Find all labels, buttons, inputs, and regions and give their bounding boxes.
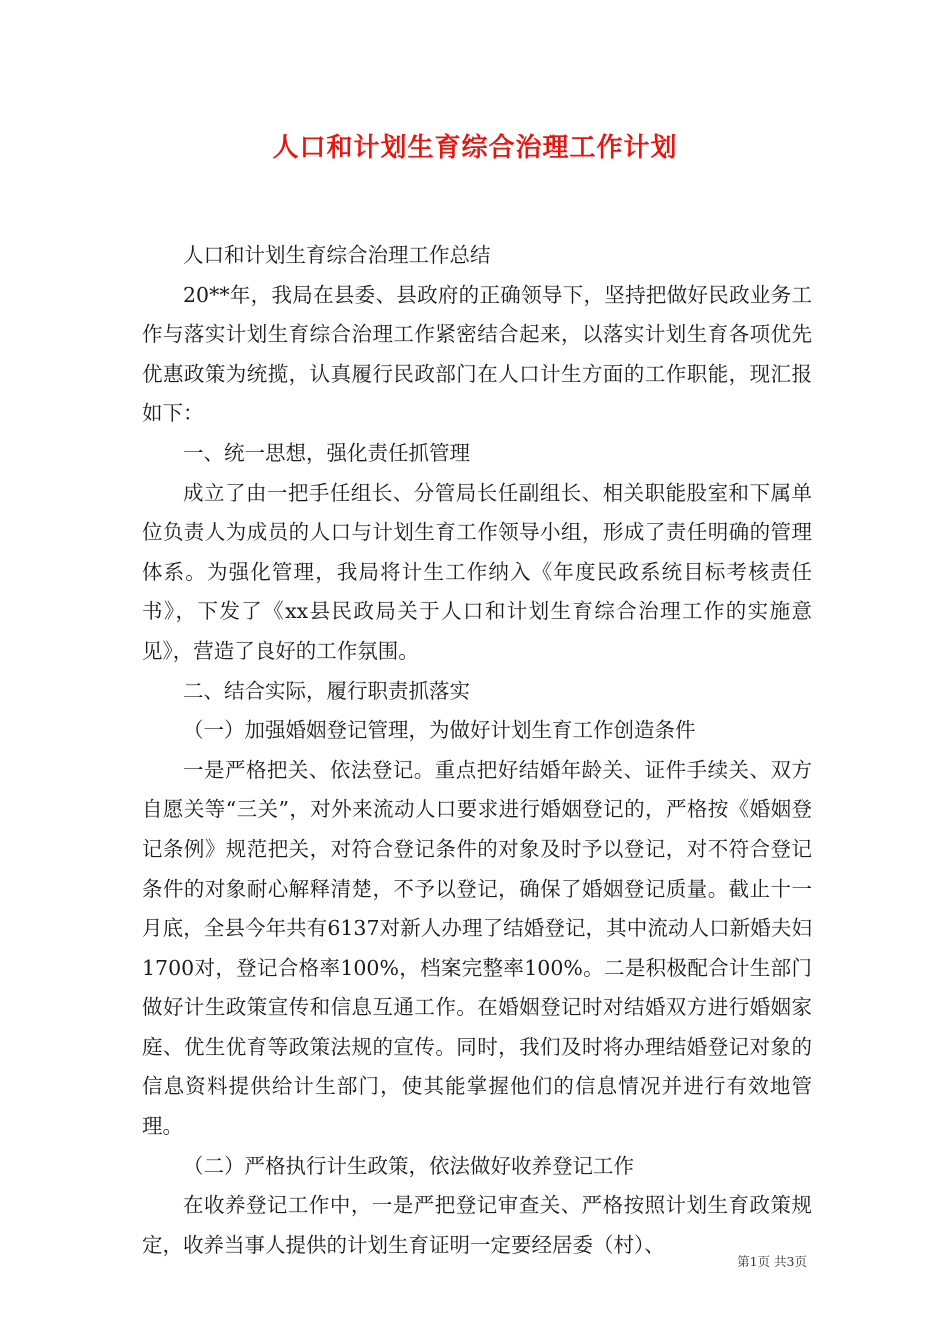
subsection-heading-2: （二）严格执行计生政策，依法做好收养登记工作 <box>183 1153 634 1178</box>
paragraph-subsection-2: 在收养登记工作中，一是严把登记审查关、严格按照计划生育政策规定，收养当事人提供的计划生育证明一定要经居委（村）、 <box>142 1193 812 1257</box>
section-heading-1: 一、统一思想，强化责任抓管理 <box>183 440 470 465</box>
paragraph-intro: 20**年，我局在县委、县政府的正确领导下，坚持把做好民政业务工作与落实计划生育综合治理工作紧密结合起来，以落实计划生育各项优先优惠政策为统揽，认真履行民政部门在人口计生方面的工作职能，现汇报如下： <box>142 282 812 426</box>
page-title: 人口和计划生育综合治理工作计划 <box>272 133 678 163</box>
page-number: 第1页 共3页 <box>737 1254 807 1269</box>
subsection-heading-1: （一）加强婚姻登记管理，为做好计划生育工作创造条件 <box>183 718 696 743</box>
paragraph-section-1: 成立了由一把手任组长、分管局长任副组长、相关职能股室和下属单位负责人为成员的人口与计划生育工作领导小组，形成了责任明确的管理体系。为强化管理，我局将计生工作纳入《年度民政系统目标考核责任书》，下发了《xx县民政局关于人口和计划生育综合治理工作的实施意见》，营造了良好的工作氛围。 <box>142 480 812 663</box>
paragraph-subtitle: 人口和计划生育综合治理工作总结 <box>183 243 491 267</box>
document-body <box>142 236 812 1265</box>
section-heading-2: 二、结合实际，履行职责抓落实 <box>183 678 470 703</box>
paragraph-subsection-1: 一是严格把关、依法登记。重点把好结婚年龄关、证件手续关、双方自愿关等“三关”，对外来流动人口要求进行婚姻登记的，严格按《婚姻登记条例》规范把关，对符合登记条件的对象及时予以登记，对不符合登记条件的对象耐心解释清楚，不予以登记，确保了婚姻登记质量。截止十一月底，全县今年共有6137对新人办理了结婚登记，其中流动人口新婚夫妇1700对，登记合格率100%，档案完整率100%。二是积极配合计生部门做好计生政策宣传和信息互通工作。在婚姻登记时对结婚双方进行婚姻家庭、优生优育等政策法规的宣传。同时，我们及时将办理结婚登记对象的信息资料提供给计生部门，使其能掌握他们的信息情况并进行有效地管理。 <box>142 757 812 1139</box>
